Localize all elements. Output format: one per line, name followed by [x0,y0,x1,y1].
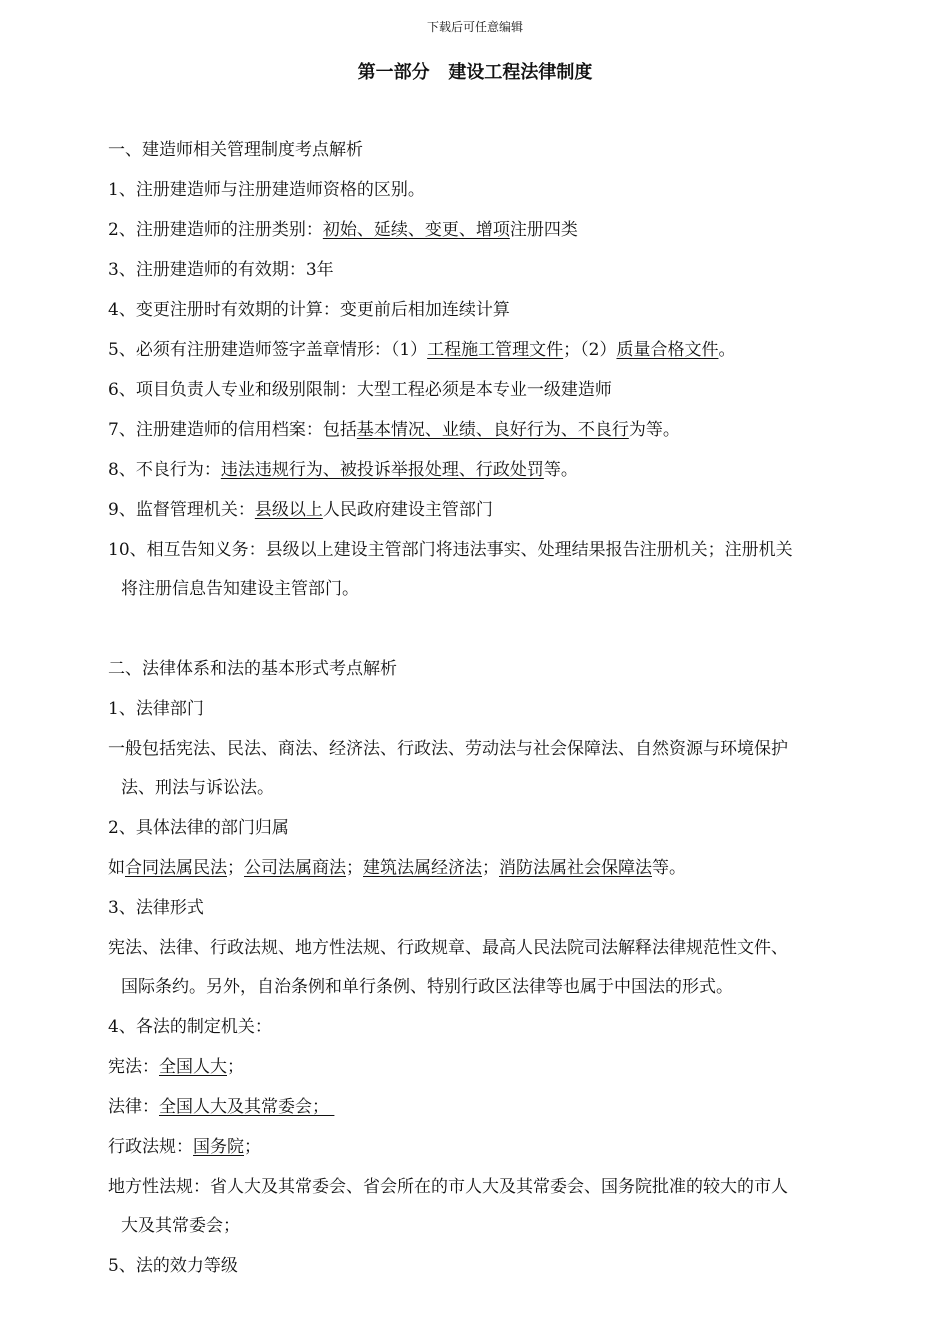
section1-item-6: 6、项目负责人专业和级别限制：大型工程必须是本专业一级建造师 [108,380,612,400]
item-text: ； [482,858,499,878]
underlined-text: 基本情况、业绩、良好行为、不良行 [356,420,629,440]
section2-heading: 二、法律体系和法的基本形式考点解析 [108,659,397,679]
item-text: 5、必须有注册建造师签字盖章情形：（1） [108,340,428,360]
item-text: 为等。 [628,420,680,440]
section1-item-4: 4、变更注册时有效期的计算：变更前后相加连续计算 [108,300,510,320]
underlined-text: 公司法属商法 [244,858,346,878]
section2-sub4-local-line2: 大及其常委会； [121,1216,240,1236]
underlined-text: 建筑法属经济法 [363,858,482,878]
item-text: 9、监督管理机关： [108,500,255,520]
item-text: ； [227,858,244,878]
section2-sub4-constitution [108,1056,244,1078]
page-header-note: 下载后可任意编辑 [426,20,523,34]
section1-item-10-line2: 将注册信息告知建设主管部门。 [121,579,359,599]
section1-heading: 一、建造师相关管理制度考点解析 [108,140,363,160]
section2-sub3-line2: 国际条约。另外，自治条例和单行条例、特别行政区法律等也属于中国法的形式。 [121,977,733,997]
section2-sub1-title: 1、法律部门 [108,699,204,719]
underlined-text: 县级以上 [254,500,323,520]
section2-sub1-line1: 一般包括宪法、民法、商法、经济法、行政法、劳动法与社会保障法、自然资源与环境保护 [108,739,788,759]
section1-item-5 [108,339,735,361]
underlined-text: 消防法属社会保障法 [499,858,652,878]
item-text: 等。 [543,460,578,480]
item-text: 等。 [652,858,686,878]
item-text: ； [244,1137,261,1157]
part-title: 第一部分 建设工程法律制度 [357,62,593,83]
section2-sub4-admin [108,1136,261,1158]
underlined-text: 工程施工管理文件 [427,340,564,360]
section1-item-1: 1、注册建造师与注册建造师资格的区别。 [108,180,425,200]
section1-item-10-line1: 10、相互告知义务：县级以上建设主管部门将违法事实、处理结果报告注册机关；注册机关 [108,540,793,560]
item-text: 8、不良行为： [108,460,221,480]
section2-sub3-title: 3、法律形式 [108,898,204,918]
underlined-text: 初始、延续、变更、增项 [322,220,510,240]
section2-sub4-local-line1: 地方性法规：省人大及其常委会、省会所在的市人大及其常委会、国务院批准的较大的市人 [108,1177,788,1197]
item-text: 7、注册建造师的信用档案：包括 [108,420,357,440]
section2-sub2-title: 2、具体法律的部门归属 [108,818,289,838]
item-text: ；（2） [563,340,617,360]
item-text: 。 [718,340,736,360]
section2-sub3-line1: 宪法、法律、行政法规、地方性法规、行政规章、最高人民法院司法解释法律规范性文件、 [108,938,788,958]
section2-sub2-line [108,857,686,879]
section2-sub5-title: 5、法的效力等级 [108,1256,238,1276]
item-text: 如 [108,858,125,878]
section2-sub4-law [108,1096,334,1118]
item-text: 2、注册建造师的注册类别： [108,220,323,240]
item-text: 人民政府建设主管部门 [322,500,493,520]
underlined-text: 全国人大 [159,1057,227,1077]
section1-item-7 [108,419,680,441]
item-text: ； [227,1057,244,1077]
underlined-text: 合同法属民法 [125,858,227,878]
item-text: ； [346,858,363,878]
underlined-text: 国务院 [193,1137,244,1157]
section1-item-3: 3、注册建造师的有效期：3年 [108,260,334,280]
item-text: 宪法： [108,1057,159,1077]
section1-item-9 [108,499,493,521]
item-text: 法律： [108,1097,159,1117]
section2-sub4-title: 4、各法的制定机关： [108,1017,272,1037]
section1-item-8 [108,459,578,481]
section1-item-2 [108,219,578,241]
section2-sub1-line2: 法、刑法与诉讼法。 [121,778,274,798]
underlined-text: 质量合格文件 [616,340,719,360]
item-text: 注册四类 [509,220,578,240]
underlined-text: 全国人大及其常委会； [159,1097,335,1117]
underlined-text: 违法违规行为、被投诉举报处理、行政处罚 [220,460,544,480]
item-text: 行政法规： [108,1137,193,1157]
